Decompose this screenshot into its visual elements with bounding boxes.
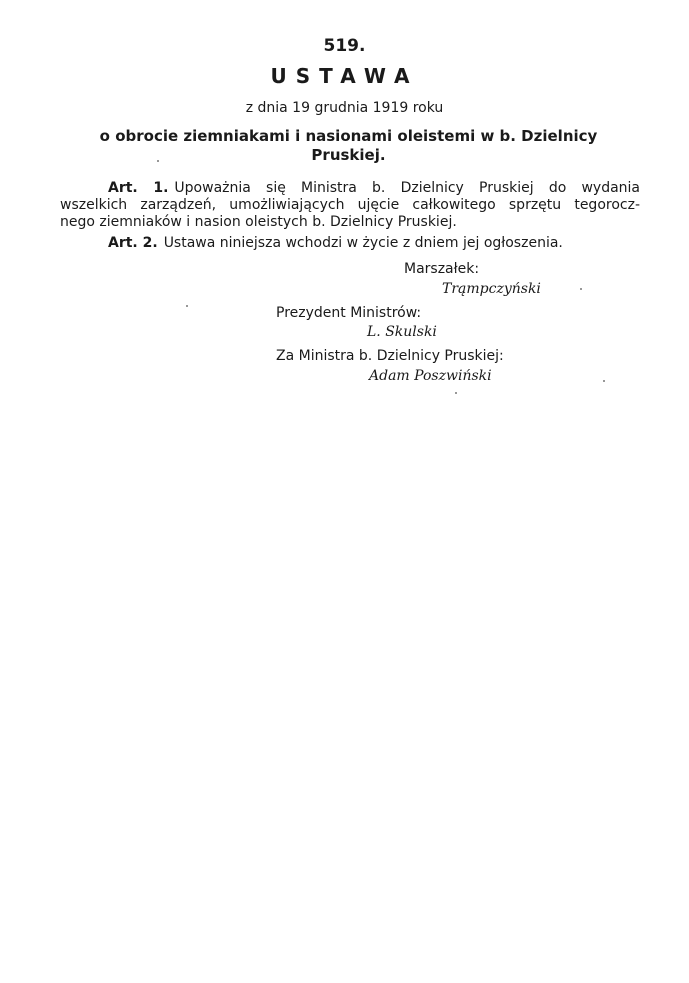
print-speck [186,305,188,307]
pm-signature: L. Skulski [367,324,437,340]
article-2 [60,235,640,252]
print-speck [603,380,605,382]
print-speck [455,392,457,394]
article-1-line-1 [60,180,640,197]
marshal-title: Marszałek: [404,261,480,277]
marshal-signature: Trąmpczyński [442,281,541,297]
minister-title: Za Ministra b. Dzielnicy Pruskiej: [276,348,504,364]
article-1-line-1-text: Upoważnia się Ministra b. Dzielnicy Pruskiej do wydania [174,180,640,196]
pm-title: Prezydent Ministrów: [276,305,422,321]
act-subject [0,127,689,165]
act-subject-text: o obrocie ziemniakami i nasionami oleistemi w b. Dzielnicy Pruskiej. [99,127,598,164]
article-2-label: Art. 2. [108,235,158,251]
article-2-line-1-text: Ustawa niniejsza wchodzi w życie z dniem jej ogłoszenia. [163,235,563,251]
act-title: USTAWA [270,64,419,88]
print-speck [580,288,582,290]
minister-signature: Adam Poszwiński [369,368,492,384]
act-date: z dnia 19 grudnia 1919 roku [245,100,444,116]
article-1-label: Art. 1. [108,180,169,196]
article-1-line-2: wszelkich zarządzeń, umożliwiających ujęcie całkowitego sprzętu tegorocz- [60,197,640,213]
article-1-line-3: nego ziemniaków i nasion oleistych b. Dzielnicy Pruskiej. [60,214,457,230]
print-speck [157,160,159,162]
article-1 [60,180,640,231]
act-number: 519. [323,36,366,56]
article-2-line-1 [60,235,640,252]
